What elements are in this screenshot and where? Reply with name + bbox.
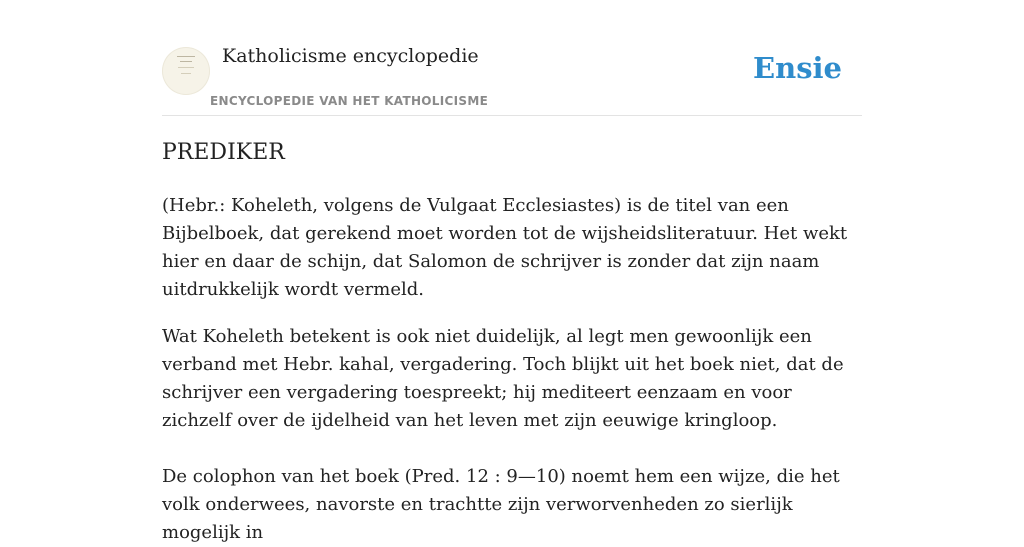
site-title[interactable]: Katholicisme encyclopedie (222, 45, 479, 67)
brand-logo-link[interactable]: Ensie (753, 51, 842, 85)
cover-decoration (178, 67, 194, 68)
cover-decoration (177, 56, 195, 57)
site-header (162, 0, 862, 116)
article-paragraph: Wat Koheleth betekent is ook niet duidelijk, al legt men gewoonlijk een verband met Hebr. kahal, vergadering. Toch blijkt uit het boek niet, dat de schrijver een vergadering toespreekt; hij mediteert eenzaam en voor zichzelf over de ijdelheid van het leven met zijn eeuwige kringloop. (162, 326, 844, 431)
cover-decoration (181, 73, 191, 74)
content-container (162, 0, 862, 543)
encyclopedia-cover-thumbnail[interactable] (162, 47, 210, 95)
cover-decoration (180, 61, 192, 62)
site-subtitle: ENCYCLOPEDIE VAN HET KATHOLICISME (210, 94, 489, 108)
article-title: PREDIKER (162, 140, 285, 165)
article-body (162, 192, 862, 547)
article-paragraph: (Hebr.: Koheleth, volgens de Vulgaat Ecclesiastes) is de titel van een Bijbelboek, dat gerekend moet worden tot de wijsheidsliteratuur. Het wekt hier en daar de schijn, dat Salomon de schrijver is zonder dat zijn naam uitdrukkelijk wordt vermeld. (162, 195, 848, 300)
article-paragraph: De colophon van het boek (Pred. 12 : 9—10) noemt hem een wijze, die het volk onderwees, navorste en trachtte zijn verworvenheden zo sierlijk mogelijk in (162, 466, 840, 543)
